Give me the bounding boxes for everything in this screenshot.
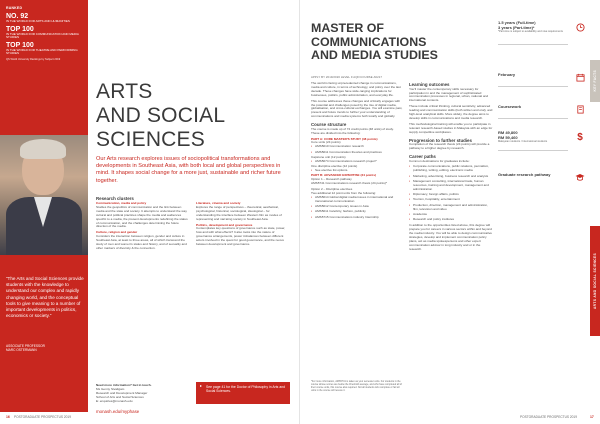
career-item: ▪ Management consulting, international trade, human resources, training and development, management and administration [409, 180, 493, 192]
faculty-title-line: SCIENCES [96, 128, 205, 151]
contact-url-link[interactable]: monash.edu/myphase [96, 409, 140, 414]
fact-value: February [498, 72, 516, 77]
course-title [311, 22, 461, 63]
fact-value: Graduate research pathway [498, 172, 551, 177]
course-intro: The world is facing unprecedented change in communications, media and culture, in terms of technology, and policy over the last decade. These changes have wide-ranging implications for businesses, politics, public administration, and everyday life. [311, 81, 401, 97]
research-column-a [96, 202, 190, 253]
cluster-item [96, 231, 190, 251]
outcomes-text: These include critical thinking, cultural sensitivity, advanced reading and communication skills (both written and oral), and high-level analytical skills. More widely, the degree aims to develop skills in communications and media research. [409, 104, 493, 120]
elective-label: One discipline elective (12 points) [311, 164, 358, 169]
cluster-text: Contemplates key questions of governance such as state, power, how and with what effects? It also looks into the nature of governance arrangements, power imbalances between different actors involved in the quest for good governance, and the nexus between development and governance. [196, 226, 286, 247]
cluster-item [196, 224, 290, 247]
page-number: 17 [590, 415, 594, 419]
ranking-item [6, 26, 86, 40]
page-number: 16 [6, 415, 10, 419]
fact-pathway [498, 172, 568, 177]
fact-alt-value: 3 years (Part-time)* [498, 25, 535, 30]
faculty-title-line: AND SOCIAL [96, 104, 226, 127]
option-2-label: Option 2 – Discipline electives [311, 187, 353, 192]
course-column-a [311, 82, 403, 221]
contact-line: Ms Genny Sivaligam [96, 386, 125, 391]
unit-item: ▪ AMS5011 Celebrity, fashion, publicity [311, 210, 403, 214]
ranking-number: TOP 100 [6, 25, 34, 33]
cluster-title: Politics, development and governance [196, 222, 253, 227]
unit-item: ▪ AMS5012 Contemporary issues in Asia [311, 205, 403, 209]
unit-item: ▪ AMS5011 Communication theories and practices [311, 151, 403, 155]
contact-line: School of Arts and Social Sciences [96, 394, 144, 399]
career-closing: In addition to the opportunities listed above, this degree will prepare you for careers in various sectors within and beyond the media industry. You will be able to design communicative strategies, develop and implement communication policy plans, act as media spokespersons and other expert communication advisor in long industry and or in the research. [409, 223, 493, 251]
fact-value: Coursework [498, 104, 522, 109]
cluster-title: Culture, religion and gender [96, 230, 138, 235]
career-item: ▪ Tourism, hospitality, entertainment [409, 198, 493, 202]
career-item: ▪ Academia [409, 213, 493, 217]
portrait-photo [0, 135, 88, 255]
ranking-item [6, 13, 86, 24]
ranking-number: NO. 92 [6, 13, 29, 20]
part-a-heading: PART A: CORE MASTER'S STUDY (48 points) [311, 136, 378, 141]
further-studies-text: Completion of the research thesis (24 points) will provide a pathway to a higher degree by research. [409, 142, 490, 151]
ranking-number: TOP 100 [6, 41, 34, 49]
fact-note: Malaysian students / International students [498, 140, 548, 143]
rankings-source: QS World University Rankings by Subject 2019 [6, 57, 61, 61]
fact-fees [498, 130, 568, 143]
calendar-icon [573, 70, 587, 84]
further-studies-heading: Progression to further studies [409, 137, 472, 143]
course-intro-2: This course addresses these changes and critically engages with the potential and challenges posed by the rise of digital media, globalisation, and cross-cultural exchanges. You will examine past, present and future trends to further your understanding of communications and media systems both locally and globally. [311, 98, 403, 119]
fact-intake [498, 72, 568, 77]
career-item: ▪ Production, direction, management and administration, film, television and video [409, 204, 493, 212]
faculty-section-tab[interactable] [590, 226, 600, 336]
ranking-label: IN THE WORLD FOR THEATRE AND PERFORMING STUDIES [6, 47, 78, 56]
cluster-title: Literature, cinema and society [196, 201, 241, 205]
core-units-label: Core units (24 points) [311, 140, 341, 145]
faculty-intro: Our Arts research explores issues of sociopolitical transformations and developments in Southeast Asia, with both local and global perspectives in mind. It shapes social change for a more just, sustainable and richer future together. [96, 156, 281, 184]
cross-reference-text: See page 41 for the Doctor of Philosophy in Arts and Social Sciences. [206, 385, 285, 394]
cluster-text: Studies the geopolitics of communication and the link between media and the state and society. It attempts to understand the way cultural and political practices shape the media and audiences specific to a media, the present developments redefining the status of communication, and the challenges determining the future direction of the media. [96, 204, 188, 229]
contact-block [96, 384, 190, 404]
faculty-section-tab-label: ARTS AND SOCIAL SCIENCES [593, 252, 597, 309]
faculty-title-line: ARTS [96, 80, 153, 103]
contact-email[interactable]: E: enquiries@monash.edu [96, 398, 133, 403]
unit-item: ▪ AMS5010 Communication research [311, 145, 403, 149]
ranking-label: IN THE WORLD FOR COMMUNICATION AND MEDIA STUDIES [6, 31, 79, 40]
faculty-title [96, 80, 296, 152]
outcomes-text: This methodological training will enable you to participate in relevant research-based studies in Malaysia with an edge for supply competitive workplaces. [409, 121, 493, 134]
unit-item: ▪ AMS5715 Communications industry Internship [311, 216, 403, 220]
career-intro: Common destinations for graduates include: [409, 158, 470, 163]
fact-note: *Part-time is subject to availability and visa requirements [498, 30, 563, 33]
cluster-item [96, 202, 190, 229]
option-2-text: Two additional 12 point units from the following: [311, 191, 377, 195]
option-1-label: Option 1 – Research pathway [311, 177, 352, 182]
course-column-b [409, 82, 493, 253]
fact-value: 1.5 years (Full-time) [498, 20, 536, 25]
fact-alt-value: RM 59,460 [498, 135, 518, 140]
attribution-title: ASSOCIATE PROFESSOR [6, 344, 45, 348]
portrait-hair [20, 139, 66, 159]
key-facts-tab[interactable] [590, 60, 600, 102]
contact-line: Research and Development Manager [96, 390, 148, 395]
cross-reference-box [196, 382, 290, 404]
cluster-item [196, 202, 290, 222]
clock-icon [573, 20, 587, 34]
capstone-label: Capstone unit (12 points) [311, 154, 346, 159]
learning-outcomes-heading: Learning outcomes [409, 82, 450, 87]
graduate-icon [573, 170, 587, 184]
course-structure-text: The course is made up of 72 credit points (48 units) of study. These are divided into the following: [311, 126, 394, 135]
fact-value: RM 49,800 [498, 130, 518, 135]
pull-quote: “The Arts and Social Sciences provide students with the knowledge to understand our complex and rapidly changing world, and the conceptual tools to give meaning to a number of important developments in politics, economics or society.” [6, 276, 84, 319]
research-clusters-heading: Research clusters [96, 196, 134, 201]
ranking-item [6, 42, 86, 56]
ranking-label: IN THE WORLD FOR ARTS AND HUMANITIES [6, 19, 70, 23]
unit-item: ▪ See elective list options. [311, 169, 403, 173]
career-item: ▪ Diplomacy, foreign affairs, politics [409, 193, 493, 197]
course-code: APPLY BY 2019/2020 LEVEL 9 AQF/COURSE A6217 [311, 75, 383, 79]
career-item: ▪ Marketing, advertising, business research and analysis [409, 175, 493, 179]
cluster-title: Communication, media and policy [96, 201, 147, 205]
career-paths-heading: Career paths [409, 153, 436, 159]
attribution-name: MARC OSTERMANN [6, 348, 37, 352]
career-item: ▪ Corporate communications, public relations, journalism, publishing, writing, editing, electronic media [409, 165, 493, 173]
arrow-right-icon: ▸ [200, 383, 203, 388]
key-facts-tab-label: KEY FACTS [593, 70, 597, 92]
research-column-b [196, 202, 290, 249]
fact-mode [498, 104, 568, 109]
part-b-heading: PART B: ADVANCED EXPERTISE (24 points) [311, 173, 377, 178]
footer-title: POSTGRADUATE PROSPECTUS 2019 [14, 415, 71, 419]
footnote: *For more information, AMS5741 is taken as your semester units. For students in the course whose scores are below the threshold average, and who have completed all of their course units, this course also required. Not all students who complete or fail all units in the course will receive it. [311, 380, 402, 392]
dollar-icon: $ [577, 131, 583, 143]
rankings-box [6, 6, 86, 61]
unit-item: ▪ AMS5014 Global digital media issues in international and transnational communication [311, 196, 403, 204]
footer-title: POSTGRADUATE PROSPECTUS 2019 [520, 415, 577, 419]
outcomes-text: You'll master the contemporary skills necessary for participation in and the management of sophisticated communication processes in regional, urban, national and international contexts. [409, 86, 489, 103]
red-sidebar [0, 0, 88, 412]
cluster-text: Considers the interaction between religion, gender and culture in Southeast Asia, at least to three areas, all of which transcend the study of men and women's status and history, and of sexuality and other markers of diversity & the connection. [96, 234, 187, 250]
quote-attribution [6, 344, 86, 352]
course-title-line: AND MEDIA STUDIES [311, 48, 438, 63]
course-title-line: COMMUNICATIONS [311, 34, 427, 49]
option-1-unit: AMS5741 Communications research thesis (24 points)* [311, 181, 388, 186]
fact-duration [498, 20, 568, 33]
career-item: ▪ Research and policy institutes [409, 218, 493, 222]
unit-item: ▪ AMS5074 Communications research project* [311, 160, 403, 164]
contact-heading: Need more information? Get in touch. [96, 383, 152, 387]
course-structure-heading: Course structure [311, 122, 347, 128]
cluster-text: Explores the range of perspectives – theoretical, aesthetical, psychological, historical, sociological, ideological – for understanding the interface between Western film as modes of representing and narrating society in Southeast Asia. [196, 204, 282, 221]
book-icon [573, 102, 587, 116]
rankings-caption: RANKED [6, 6, 23, 10]
course-title-line: MASTER OF [311, 21, 384, 35]
